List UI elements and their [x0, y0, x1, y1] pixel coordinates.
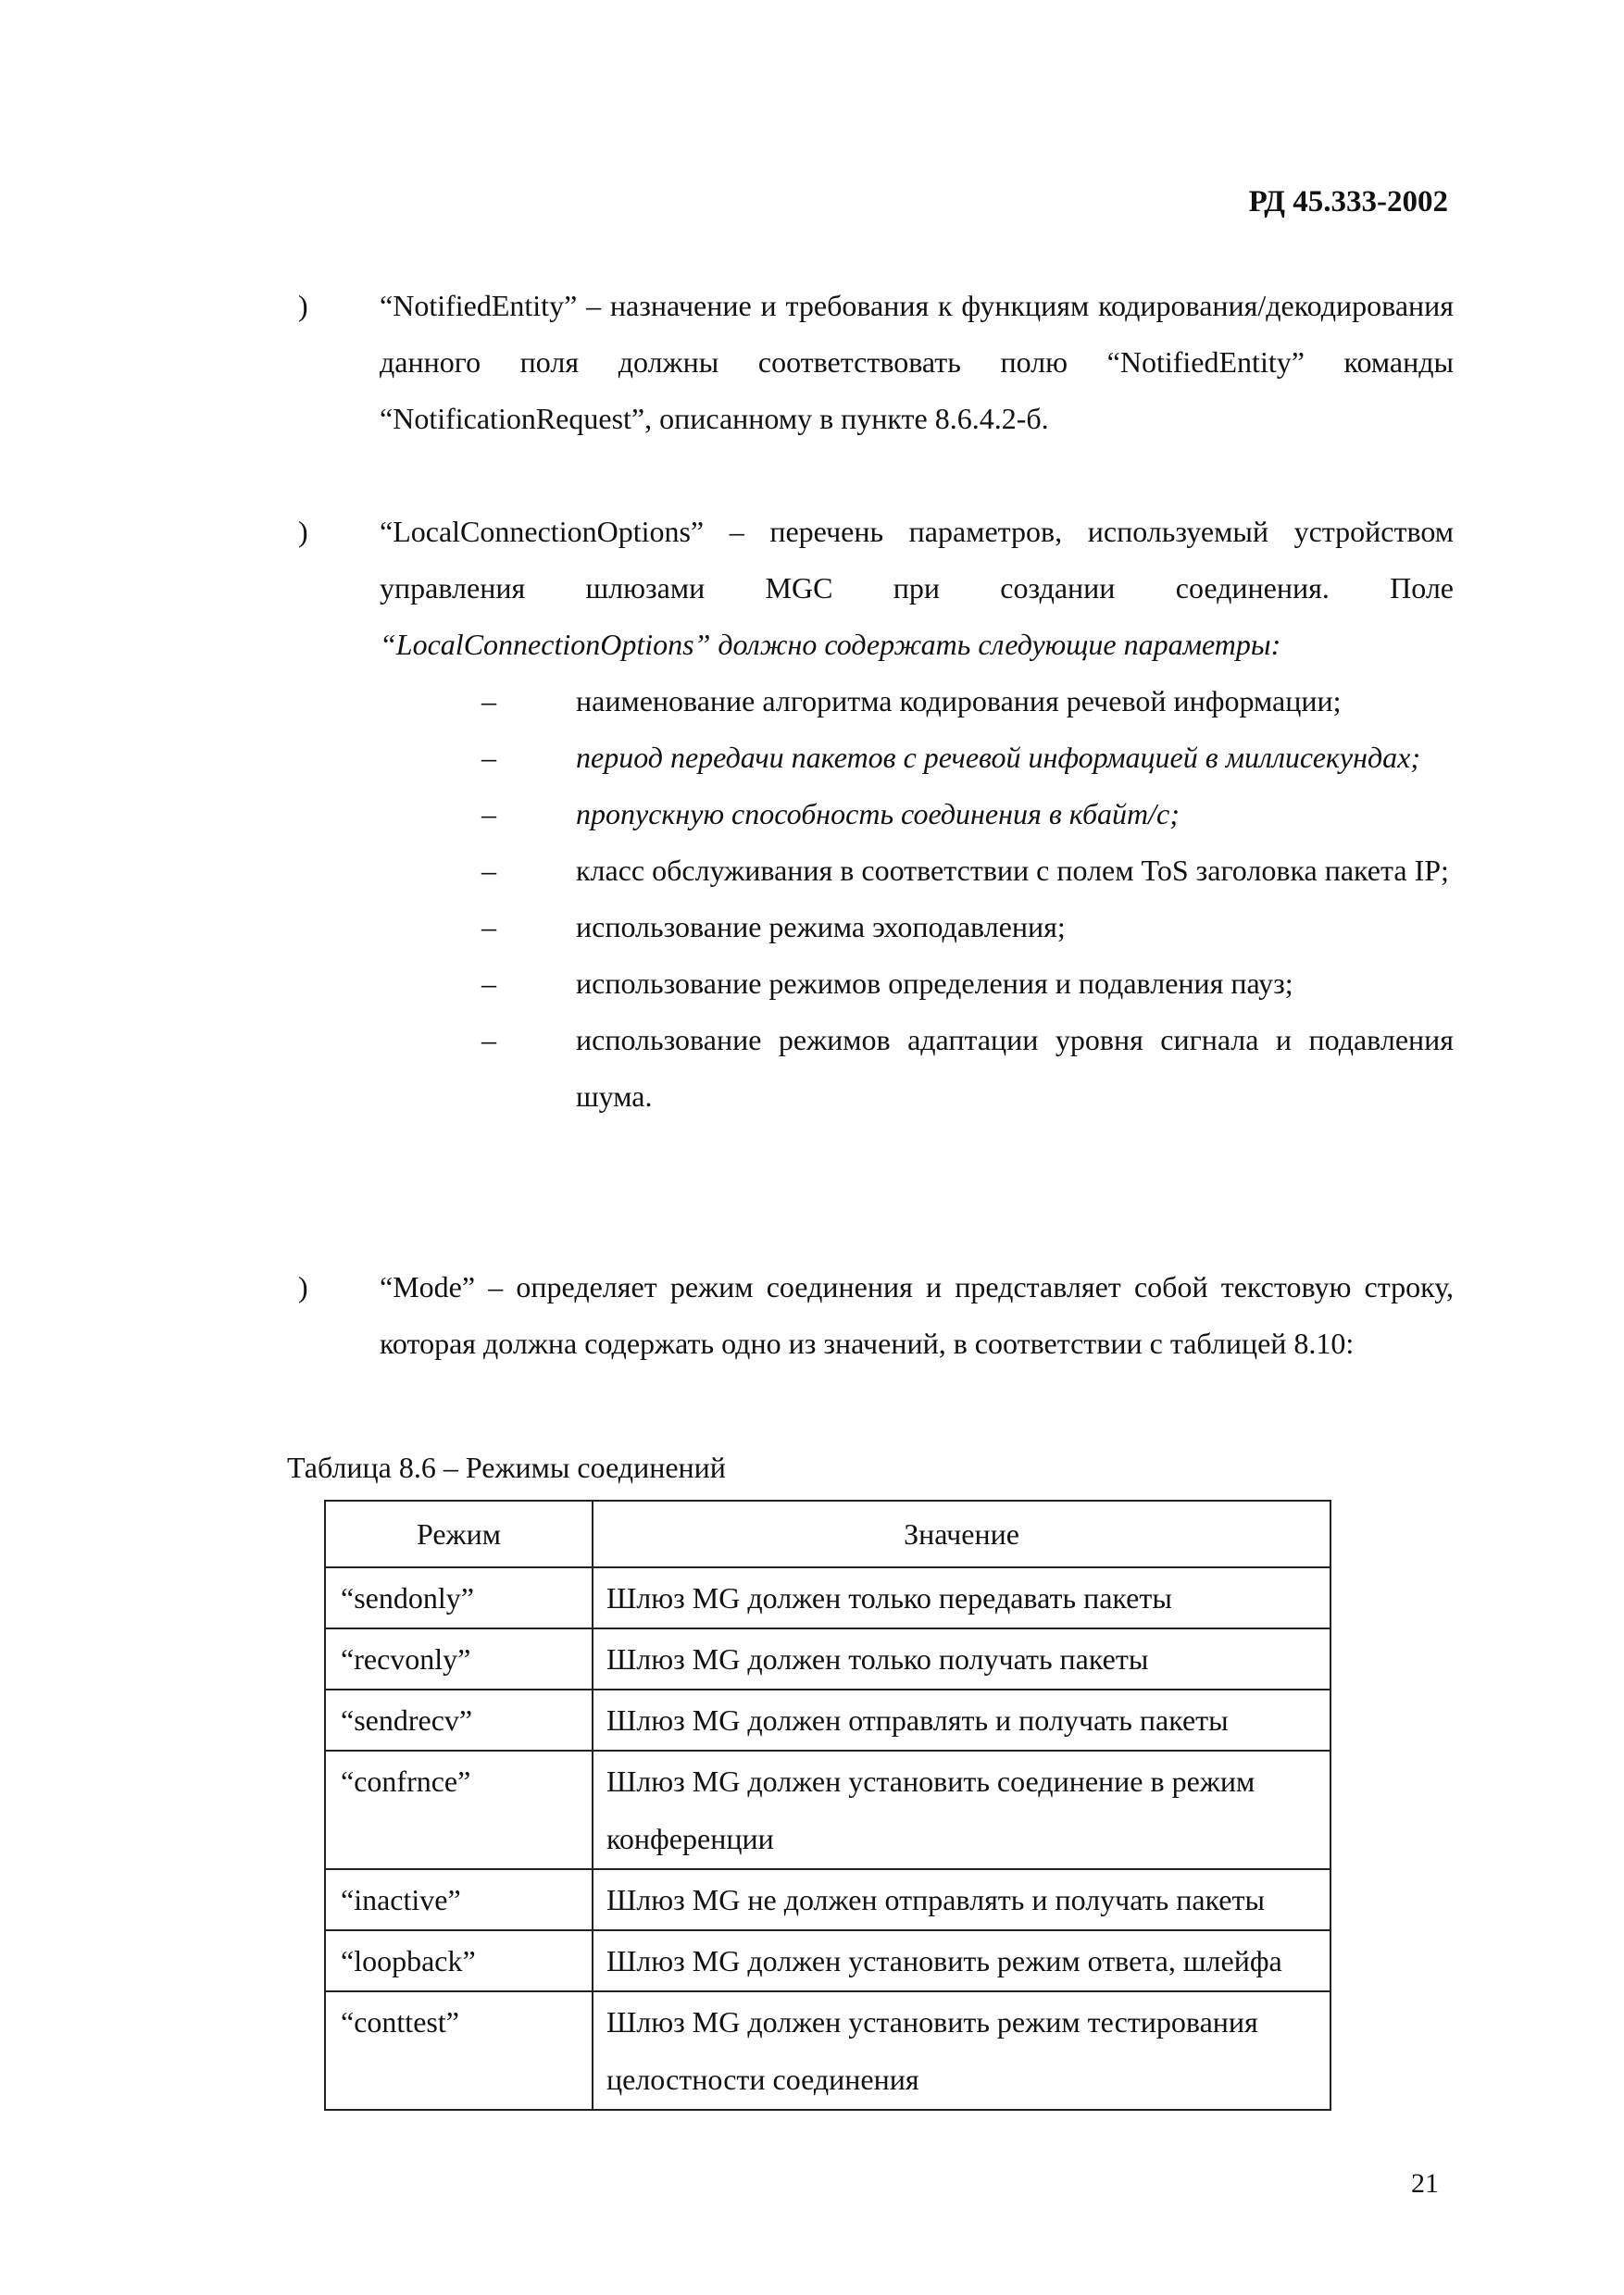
- list-item: – период передачи пакетов с речевой информацией в миллисекундах;: [481, 741, 1420, 774]
- column-header-mode: Режим: [325, 1501, 593, 1567]
- table-row: [325, 1869, 1330, 1930]
- table-row: [325, 1628, 1330, 1690]
- mode-cell: “sendonly”: [325, 1567, 593, 1628]
- value-cell: Шлюз MG должен только передавать пакеты: [593, 1567, 1330, 1628]
- mode-cell: “loopback”: [325, 1930, 593, 1991]
- document-code: РД 45.333-2002: [1248, 185, 1448, 218]
- value-cell: Шлюз MG должен установить режим ответа, шлейфа: [593, 1930, 1330, 1991]
- table-row: [325, 1690, 1330, 1751]
- table-caption: Таблица 8.6 – Режимы соединений: [287, 1451, 726, 1484]
- item-notified-entity: “NotifiedEntity” – назначение и требования к функциям кодирования/декодирования данного поля должны соответствовать полю “NotifiedEntity” команды “NotificationRequest”, описанному в пункте 8.6.4.2-б.: [380, 289, 1454, 435]
- parameter-list: [481, 673, 1454, 1125]
- mode-cell: “recvonly”: [325, 1628, 593, 1690]
- table-row: [325, 1751, 1330, 1869]
- modes-table: [324, 1500, 1331, 2111]
- value-cell: Шлюз MG должен установить соединение в режим конференции: [593, 1751, 1330, 1869]
- list-item: – использование режимов определения и подавления пауз;: [481, 967, 1293, 1000]
- list-item: – класс обслуживания в соответствии с полем ToS заголовка пакета IP;: [481, 854, 1449, 887]
- mode-cell: “conttest”: [325, 1991, 593, 2110]
- page-number: 21: [1411, 2168, 1439, 2199]
- value-cell: Шлюз MG должен отправлять и получать пакеты: [593, 1690, 1330, 1751]
- mode-cell: “sendrecv”: [325, 1690, 593, 1751]
- item-mode: “Mode” – определяет режим соединения и представляет собой текстовую строку, которая должна содержать одно из значений, в соответствии с таблицей 8.10:: [380, 1270, 1454, 1360]
- list-item: – пропускную способность соединения в кбайт/с;: [481, 797, 1180, 830]
- item-marker: ): [298, 1270, 308, 1303]
- column-header-value: Значение: [593, 1501, 1330, 1567]
- table-header-row: [325, 1501, 1330, 1567]
- item-marker: ): [298, 289, 308, 322]
- item-text-italic: “LocalConnectionOptions” должно содержать следующие параметры:: [380, 628, 1281, 661]
- table-row: [325, 1567, 1330, 1628]
- mode-cell: “inactive”: [325, 1869, 593, 1930]
- item-local-connection-options: [380, 504, 1454, 673]
- mode-cell: “confrnce”: [325, 1751, 593, 1869]
- value-cell: Шлюз MG должен только получать пакеты: [593, 1628, 1330, 1690]
- value-cell: Шлюз MG не должен отправлять и получать пакеты: [593, 1869, 1330, 1930]
- item-text: “LocalConnectionOptions” – перечень параметров, используемый устройством управления шлюзами MGC при создании соединения. Поле: [380, 515, 1454, 605]
- table-row: [325, 1991, 1330, 2110]
- value-cell: Шлюз MG должен установить режим тестирования целостности соединения: [593, 1991, 1330, 2110]
- list-item: – наименование алгоритма кодирования речевой информации;: [481, 684, 1342, 717]
- list-item: – использование режима эхоподавления;: [481, 910, 1066, 943]
- item-marker: ): [298, 515, 308, 548]
- table-row: [325, 1930, 1330, 1991]
- list-item: – использование режимов адаптации уровня сигнала и подавления шума.: [481, 1023, 1454, 1113]
